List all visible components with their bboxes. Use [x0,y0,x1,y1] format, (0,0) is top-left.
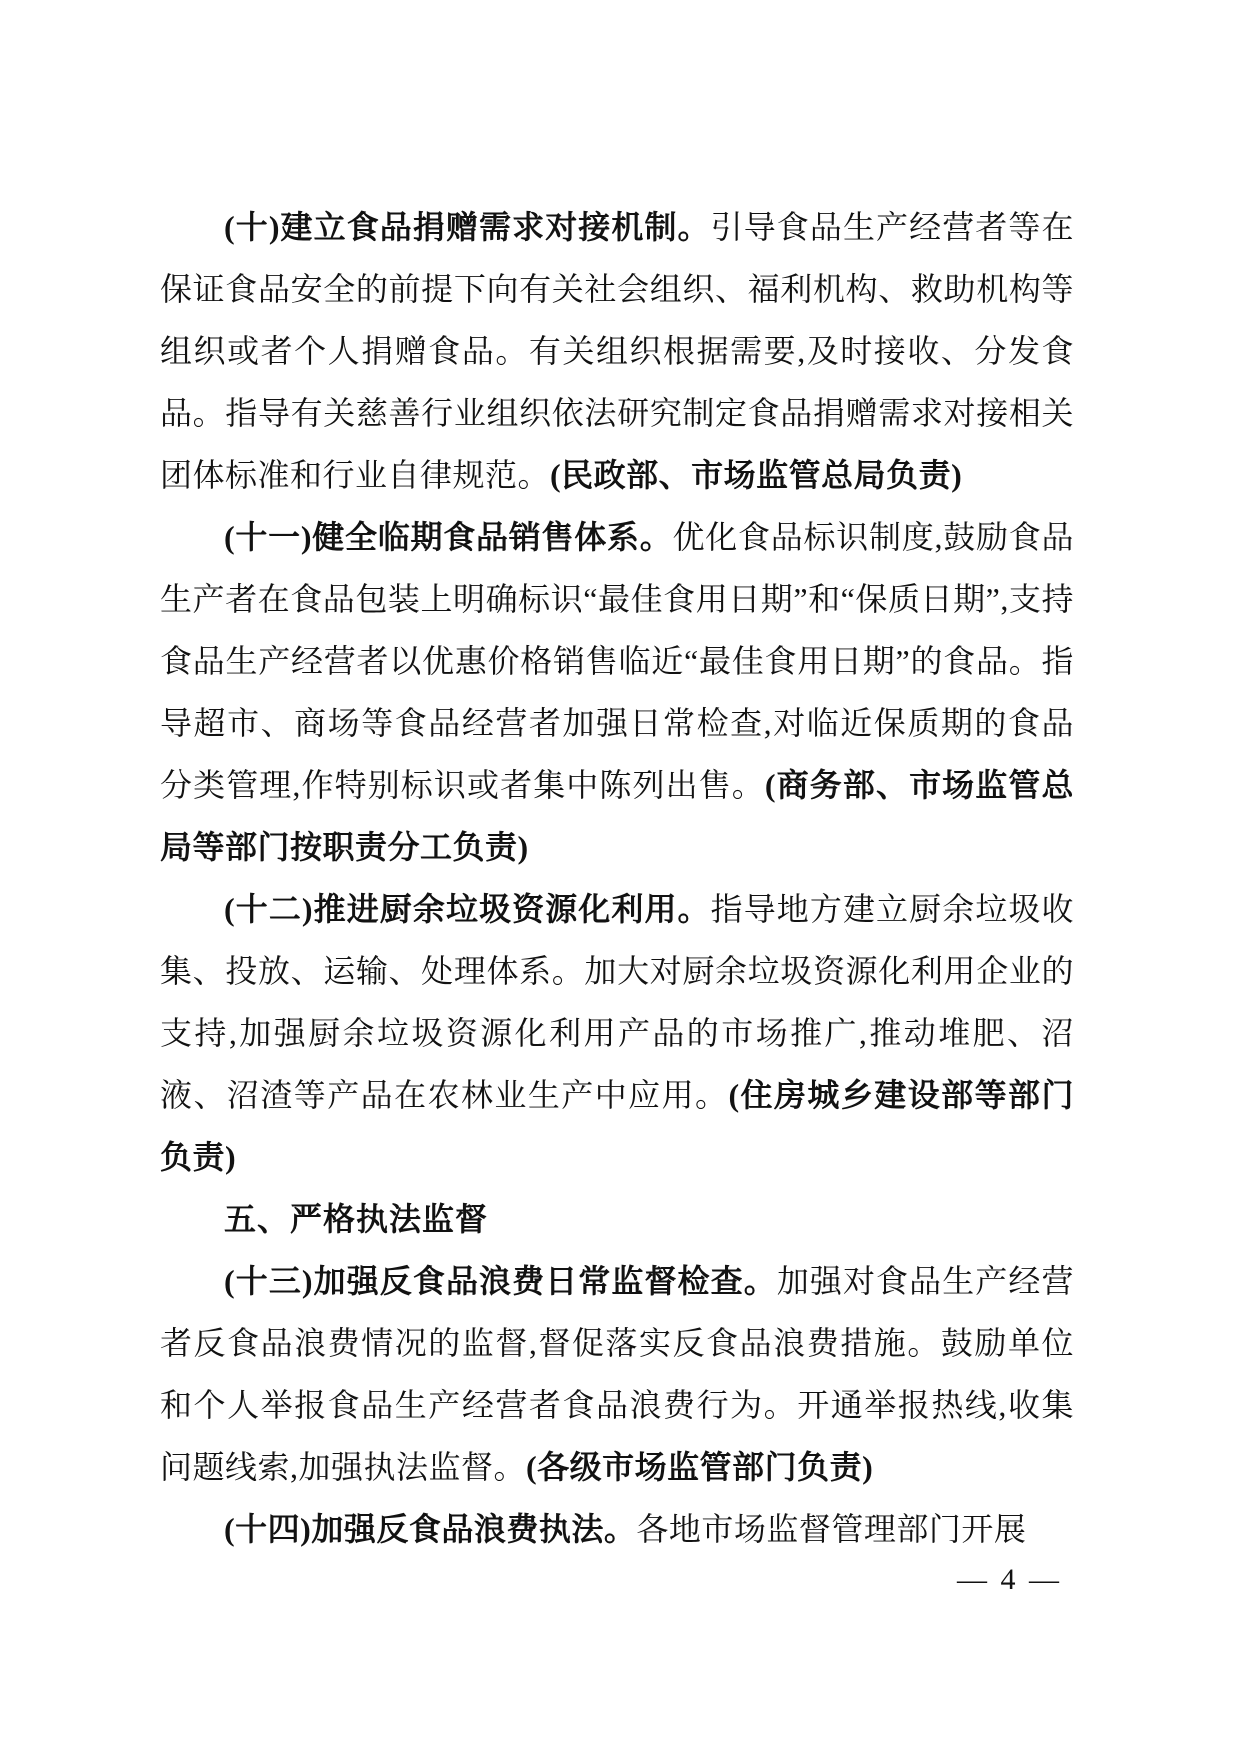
paragraph-body-text: 指导地方建立厨余垃圾收集、投放、运输、处理体系。加大对厨余垃圾资源化利用企业的支持,加强厨余垃圾资源化利用产品的市场推广,推动堆肥、沼液、沼渣等产品在农林业生产中应用。 [160,891,1074,1113]
paragraph-body-text: 引导食品生产经营者等在保证食品安全的前提下向有关社会组织、福利机构、救助机构等组织或者个人捐赠食品。有关组织根据需要,及时接收、分发食品。指导有关慈善行业组织依法研究制定食品捐赠需求对接相关团体标准和行业自律规范。 [160,209,1074,493]
paragraph-lead: (十三)加强反食品浪费日常监督检查。 [224,1263,777,1299]
paragraph-lead: (十)建立食品捐赠需求对接机制。 [224,209,711,245]
paragraph-lead: (十二)推进厨余垃圾资源化利用。 [224,891,711,927]
paragraph-item-10 [160,196,1074,506]
paragraph-body-text: 加强对食品生产经营者反食品浪费情况的监督,督促落实反食品浪费措施。鼓励单位和个人举报食品生产经营者食品浪费行为。开通举报热线,收集问题线索,加强执法监督。 [160,1263,1074,1485]
paragraph-lead: (十一)健全临期食品销售体系。 [224,519,673,555]
section-heading: 五、严格执法监督 [224,1201,489,1237]
paragraph-item-11 [160,506,1074,878]
responsibility-clause: (民政部、市场监管总局负责) [550,457,963,493]
paragraph-body-text: 各地市场监督管理部门开展 [636,1511,1027,1547]
paragraph-lead: (十四)加强反食品浪费执法。 [224,1511,637,1547]
page-number: — 4 — [957,1563,1062,1596]
paragraph-item-14 [160,1498,1074,1560]
responsibility-clause: (商务部、市场监管总局等部门按职责分工负责) [160,767,1074,865]
document-body [160,196,1074,1560]
paragraph-item-13 [160,1250,1074,1498]
responsibility-clause: (住房城乡建设部等部门负责) [160,1077,1074,1175]
paragraph-body-text: 优化食品标识制度,鼓励食品生产者在食品包装上明确标识“最佳食用日期”和“保质日期”,支持食品生产经营者以优惠价格销售临近“最佳食用日期”的食品。指导超市、商场等食品经营者加强日常检查,对临近保质期的食品分类管理,作特别标识或者集中陈列出售。 [160,519,1074,803]
paragraph-item-12 [160,878,1074,1188]
responsibility-clause: (各级市场监管部门负责) [526,1449,874,1485]
